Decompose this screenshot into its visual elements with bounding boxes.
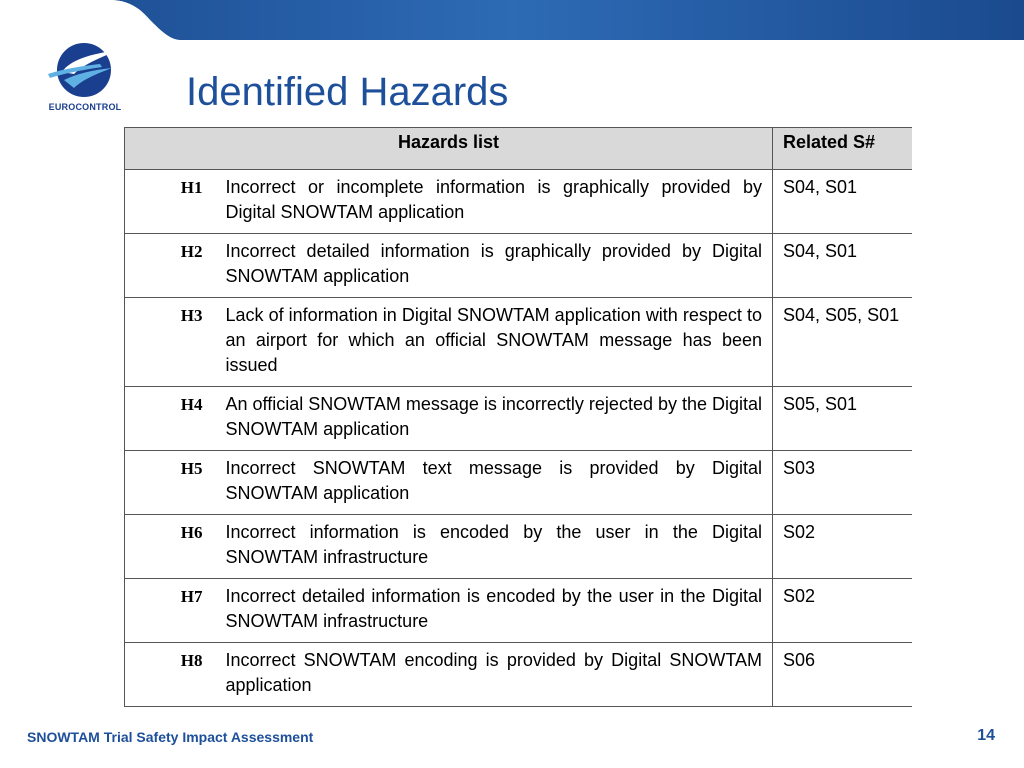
hazard-id: H4 — [125, 387, 225, 451]
related-header: Related S# — [773, 128, 912, 170]
logo-wordmark: EUROCONTROL — [48, 102, 122, 112]
hazard-related: S03 — [773, 451, 912, 515]
hazard-id: H6 — [125, 515, 225, 579]
hazards-list-header: Hazards list — [125, 128, 773, 170]
hazard-related: S02 — [773, 515, 912, 579]
hazard-description: An official SNOWTAM message is incorrectly rejected by the Digital SNOWTAM application — [225, 387, 773, 451]
hazard-description: Incorrect SNOWTAM text message is provided by Digital SNOWTAM application — [225, 451, 773, 515]
footer-title: SNOWTAM Trial Safety Impact Assessment — [27, 729, 314, 745]
hazard-id: H2 — [125, 234, 225, 298]
hazard-description: Incorrect information is encoded by the user in the Digital SNOWTAM infrastructure — [225, 515, 773, 579]
table-row — [125, 643, 912, 707]
page-title: Identified Hazards — [186, 70, 509, 114]
hazard-description: Incorrect SNOWTAM encoding is provided by Digital SNOWTAM application — [225, 643, 773, 707]
table-row — [125, 451, 912, 515]
hazard-id: H7 — [125, 579, 225, 643]
hazard-related: S04, S01 — [773, 170, 912, 234]
hazard-description: Incorrect detailed information is graphically provided by Digital SNOWTAM application — [225, 234, 773, 298]
table-header-row — [125, 128, 912, 170]
hazard-id: H3 — [125, 298, 225, 387]
page-number: 14 — [977, 727, 995, 744]
hazard-id: H1 — [125, 170, 225, 234]
eurocontrol-logo-icon — [40, 40, 130, 102]
table-row — [125, 387, 912, 451]
hazards-table — [124, 127, 911, 707]
hazard-description: Incorrect detailed information is encoded by the user in the Digital SNOWTAM infrastructure — [225, 579, 773, 643]
hazard-related: S06 — [773, 643, 912, 707]
hazard-related: S04, S01 — [773, 234, 912, 298]
hazard-related: S02 — [773, 579, 912, 643]
hazard-description: Lack of information in Digital SNOWTAM application with respect to an airport for which an official SNOWTAM message has been issued — [225, 298, 773, 387]
table-row — [125, 579, 912, 643]
table-row — [125, 298, 912, 387]
table-row — [125, 170, 912, 234]
table-row — [125, 234, 912, 298]
hazard-description: Incorrect or incomplete information is graphically provided by Digital SNOWTAM application — [225, 170, 773, 234]
hazard-id: H5 — [125, 451, 225, 515]
hazard-related: S05, S01 — [773, 387, 912, 451]
table-row — [125, 515, 912, 579]
hazard-id: H8 — [125, 643, 225, 707]
hazard-related: S04, S05, S01 — [773, 298, 912, 387]
eurocontrol-logo — [40, 40, 130, 120]
top-band — [0, 0, 1024, 40]
